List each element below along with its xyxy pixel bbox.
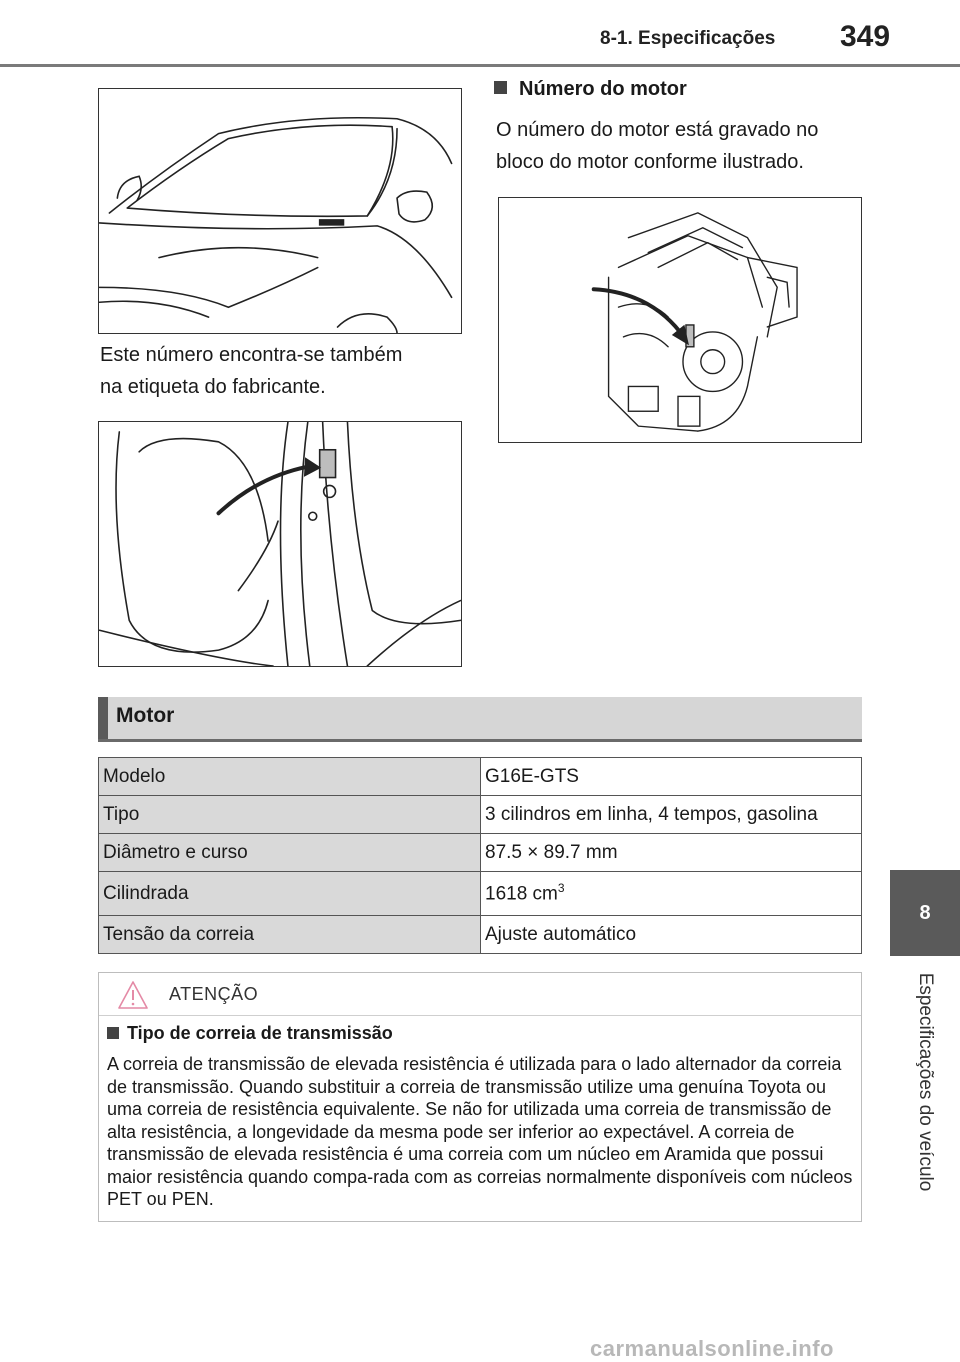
- motor-section-rule: [98, 739, 862, 742]
- warning-subheading-text: Tipo de correia de transmissão: [127, 1023, 393, 1043]
- caption-line: Este número encontra-se também: [100, 344, 403, 366]
- spec-value: G16E-GTS: [481, 758, 862, 796]
- engine-number-heading: [494, 78, 687, 101]
- motor-section-header: [98, 697, 862, 739]
- figure-caption: [100, 339, 402, 403]
- engine-number-text: [496, 114, 818, 178]
- engine-text-line: bloco do motor conforme ilustrado.: [496, 151, 804, 173]
- spec-key: Cilindrada: [99, 872, 481, 916]
- spec-key: Tensão da correia: [99, 916, 481, 954]
- caption-line: na etiqueta do fabricante.: [100, 376, 326, 398]
- chapter-tab[interactable]: [890, 870, 960, 956]
- watermark: carmanualsonline.info: [590, 1336, 834, 1361]
- table-row: [99, 916, 862, 954]
- door-pillar-figure: [98, 421, 462, 667]
- engine-text-line: O número do motor está gravado no: [496, 119, 819, 141]
- bullet-square-icon: [107, 1027, 119, 1039]
- motor-section-title: Motor: [116, 704, 175, 727]
- table-row: [99, 872, 862, 916]
- warning-title: ATENÇÃO: [169, 984, 259, 1004]
- table-row: [99, 758, 862, 796]
- spec-value: Ajuste automático: [481, 916, 862, 954]
- section-title: 8-1. Especificações: [600, 28, 776, 49]
- warning-subheading: [107, 1023, 393, 1044]
- spec-key: Diâmetro e curso: [99, 834, 481, 872]
- page-number: 349: [840, 20, 891, 53]
- displacement-value: 1618 cm: [485, 883, 558, 905]
- spec-value: 87.5 × 89.7 mm: [481, 834, 862, 872]
- engine-specs-table: [98, 757, 862, 954]
- spec-key: Tipo: [99, 796, 481, 834]
- spec-value: [481, 872, 862, 916]
- chapter-number: 8: [919, 902, 931, 924]
- engine-number-heading-text: Número do motor: [519, 78, 687, 100]
- spec-value: 3 cilindros em linha, 4 tempos, gasolina: [481, 796, 862, 834]
- header-rule: [0, 64, 960, 67]
- warning-box: [98, 972, 862, 1222]
- spec-key: Modelo: [99, 758, 481, 796]
- engine-figure: [498, 197, 862, 443]
- table-row: [99, 834, 862, 872]
- section-accent-bar: [98, 697, 108, 739]
- table-row: [99, 796, 862, 834]
- warning-header: [99, 973, 861, 1016]
- warning-triangle-icon: [117, 980, 149, 1010]
- chapter-label: Especificações do veículo: [915, 972, 936, 1192]
- displacement-unit-exponent: 3: [557, 881, 565, 896]
- windshield-figure: [98, 88, 462, 334]
- bullet-square-icon: [494, 81, 507, 94]
- warning-text: A correia de transmissão de elevada resistência é utilizada para o lado alternador da correia de transmissão. Quando substituir a correia de transmissão utilize uma genuína Toyota ou uma correia de resistência equivalente. Se não for utilizada uma correia de transmissão de alta resistência, a longevidade da mesma pode ser inferior ao expectável. A correia de transmissão de elevada resistência é uma correia com um núcleo em Aramida que possui maior resistência quando compa-rada com as correias normalmente disponíveis com núcleos PET ou PEN.: [107, 1054, 853, 1209]
